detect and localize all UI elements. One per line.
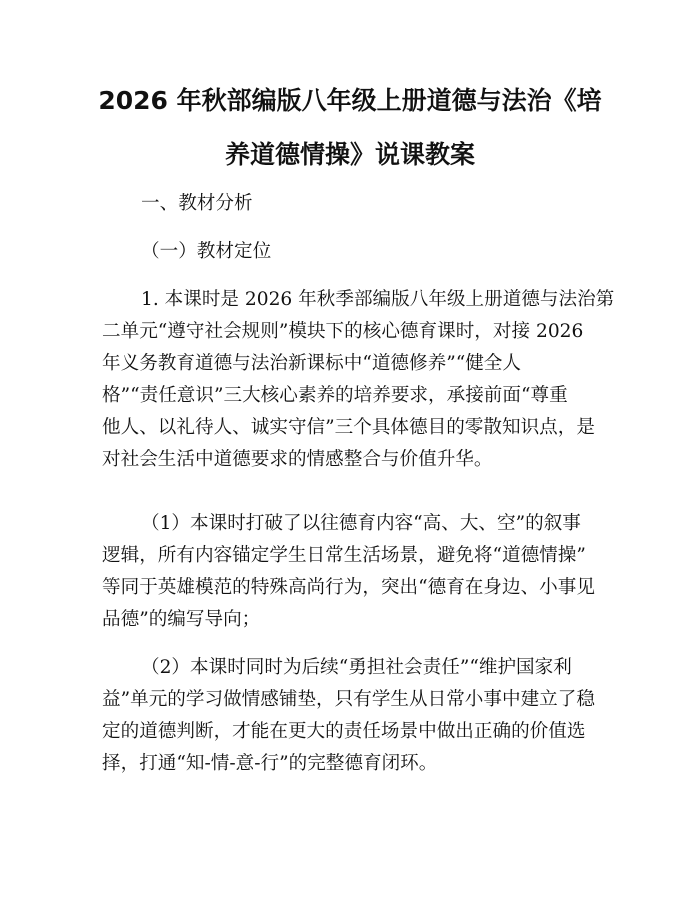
paragraph-2-line-4: 品德”的编写导向；	[102, 609, 261, 630]
paragraph-3-line-3: 定的道德判断，才能在更大的责任场景中做出正确的价值选	[102, 721, 586, 742]
section-heading: 一、教材分析	[141, 193, 253, 214]
paragraph-1-line-1: 1. 本课时是 2026 年秋季部编版八年级上册道德与法治第	[141, 289, 615, 310]
paragraph-1-line-5: 他人、以礼待人、诚实守信”三个具体德目的零散知识点，是	[102, 417, 595, 438]
paragraph-3-line-1: （2）本课时同时为后续“勇担社会责任”“维护国家利	[141, 657, 572, 678]
subsection-heading: （一）教材定位	[141, 241, 272, 262]
title-line-1: 2026 年秋部编版八年级上册道德与法治《培	[98, 86, 602, 115]
document-title	[95, 74, 605, 182]
paragraph-2-line-2: 逻辑，所有内容锚定学生日常生活场景，避免将“道德情操”	[102, 545, 586, 566]
paragraph-3-line-2: 益”单元的学习做情感铺垫，只有学生从日常小事中建立了稳	[102, 689, 595, 710]
paragraph-1-line-2: 二单元“遵守社会规则”模块下的核心德育课时，对接 2026	[102, 321, 584, 342]
paragraph-1-line-3: 年义务教育道德与法治新课标中“道德修养”“健全人	[102, 353, 521, 374]
paragraph-2-line-1: （1）本课时打破了以往德育内容“高、大、空”的叙事	[141, 513, 581, 534]
paragraph-1-line-4: 格”“责任意识”三大核心素养的培养要求，承接前面“尊重	[102, 385, 568, 406]
paragraph-3-line-4: 择，打通“知-情-意-行”的完整德育闭环。	[102, 753, 438, 774]
paragraph-1-line-6: 对社会生活中道德要求的情感整合与价值升华。	[102, 449, 493, 470]
paragraph-2-line-3: 等同于英雄模范的特殊高尚行为，突出“德育在身边、小事见	[102, 577, 595, 598]
title-line-2: 养道德情操》说课教案	[224, 140, 475, 169]
